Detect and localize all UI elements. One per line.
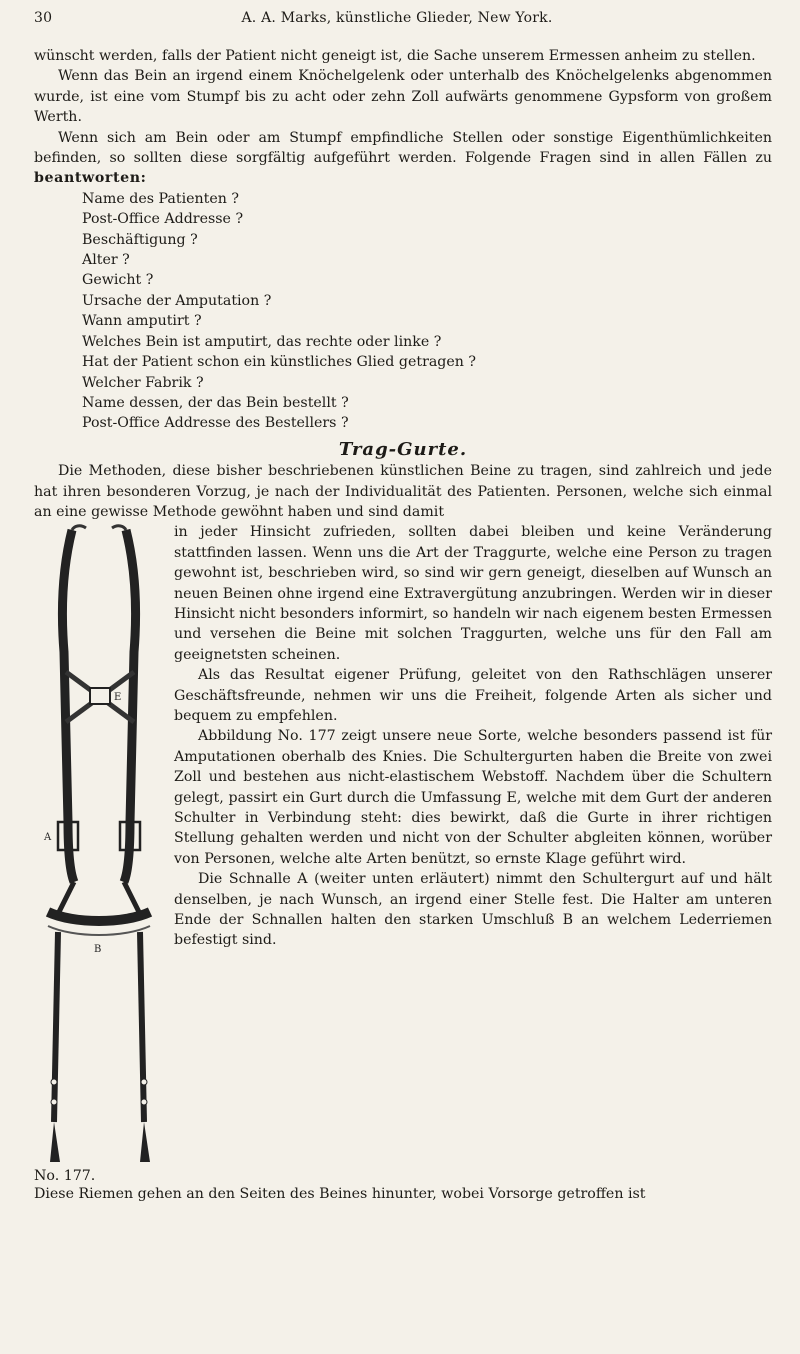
paragraph-result: Als das Resultat eigener Prüfung, geleitet von den Rathschlägen unserer Geschäftsfreunde, nehmen wir uns die Freiheit, folgende Arten als sicher und bequem zu empfehlen. [174,667,772,724]
question-item: Post-Office Addresse des Bestellers ? [82,415,349,432]
question-item: Alter ? [82,252,130,269]
paragraph-figure-177: Abbildung No. 177 zeigt unsere neue Sorte, welche besonders passend ist für Amputationen oberhalb des Knies. Die Schultergurten haben die Breite von zwei Zoll und bestehen aus nicht-elastischem Webstoff. Nachdem über die Schultern gelegt, passirt ein Gurt durch die Umfassung E, welche mit dem Gurt der anderen Schulter in Verbindung steht: dies bewirkt, daß die Gurte in ihrer richtigen Stellung gehalten werden und nicht von der Schulter abgleiten können, worüber von Personen, welche alte Arten benützt, so ernste Klage geführt wird. [174,728,772,867]
question-item: Welches Bein ist amputirt, das rechte oder linke ? [82,333,442,350]
svg-text:E: E [114,692,122,704]
figure-177 [34,522,164,1184]
question-item: Beschäftigung ? [82,231,198,248]
question-list [34,189,772,434]
running-title: A. A. Marks, künstliche Glieder, New York. [241,10,553,26]
question-item: Name dessen, der das Bein bestellt ? [82,394,349,411]
section-heading: Trag-Gurte. [338,438,468,460]
paragraph-last-line: Diese Riemen gehen an den Seiten des Beines hinunter, wobei Vorsorge getroffen ist [34,1186,646,1203]
page-body [34,46,772,1205]
paragraph-buckle: Die Schnalle A (weiter unten erläutert) nimmt den Schultergurt auf und hält denselben, je nach Wunsch, an irgend einer Stelle fest. Die Halter am unteren Ende der Schnallen halten den starken Umschluß B an welchem Lederriemen befestigt sind. [174,871,772,949]
paragraph-persons-start: Personen, welche sich einmal an eine gewisse Methode gewöhnt haben und sind damit [34,483,772,520]
figure-wrap [34,522,772,1184]
svg-text:A: A [44,832,52,844]
paragraph-knee: Wenn das Bein an irgend einem Knöchelgelenk oder unterhalb des Knöchelgelenks abgenommen wurde, ist eine vom Stumpf bis zu acht oder zehn Zoll aufwärts genommene Gypsform von großem Werth. [34,68,772,126]
figure-caption: No. 177. [34,1166,104,1186]
paragraph-sensitive [34,128,772,189]
question-item: Ursache der Amputation ? [82,292,272,309]
running-header [34,10,760,32]
question-item: Hat der Patient schon ein künstliches Glied getragen ? [82,354,477,371]
page-number: 30 [34,10,53,26]
paragraph-sensitive-text: Wenn sich am Bein oder am Stumpf empfindliche Stellen oder sonstige Eigenthümlichkeiten befinden, so sollten diese sorgfältig aufgeführt werden. Folgende Fragen sind in allen Fällen zu [34,129,772,167]
question-item: Gewicht ? [82,272,154,289]
question-item: Welcher Fabrik ? [82,374,204,391]
intro-paragraph: wünscht werden, falls der Patient nicht geneigt ist, die Sache unserem Ermessen anheim zu stellen. [34,48,756,64]
harness-illustration-icon [34,522,164,1184]
svg-text:B: B [94,944,102,956]
paragraph-methods [34,461,772,522]
question-item: Post-Office Addresse ? [82,211,244,228]
paragraph-persons-wrap: in jeder Hinsicht zufrieden, sollten dabei bleiben und keine Veränderung stattfinden lassen. Wenn uns die Art der Traggurte, welche eine Person zu tragen gewohnt ist, beschrieben wird, so sind wir gern geneigt, dieselben auf Wunsch an neuen Beinen ohne irgend eine Extravergütung anzubringen. Werden wir in dieser Hinsicht nicht besonders informirt, so handeln wir nach eigenem besten Ermessen und versehen die Beine mit solchen Traggurten, welche uns für den Fall am geeignetsten scheinen. [174,524,772,663]
paragraph-methods-text: Die Methoden, diese bisher beschriebenen künstlichen Beine zu tragen, sind zahlreich und jede hat ihren besonderen Vorzug, je nach der Individualität des Patienten. [34,463,772,500]
paragraph-sensitive-bold: beantworten: [34,170,147,187]
question-item: Name des Patienten ? [82,190,239,207]
question-item: Wann amputirt ? [82,313,202,330]
